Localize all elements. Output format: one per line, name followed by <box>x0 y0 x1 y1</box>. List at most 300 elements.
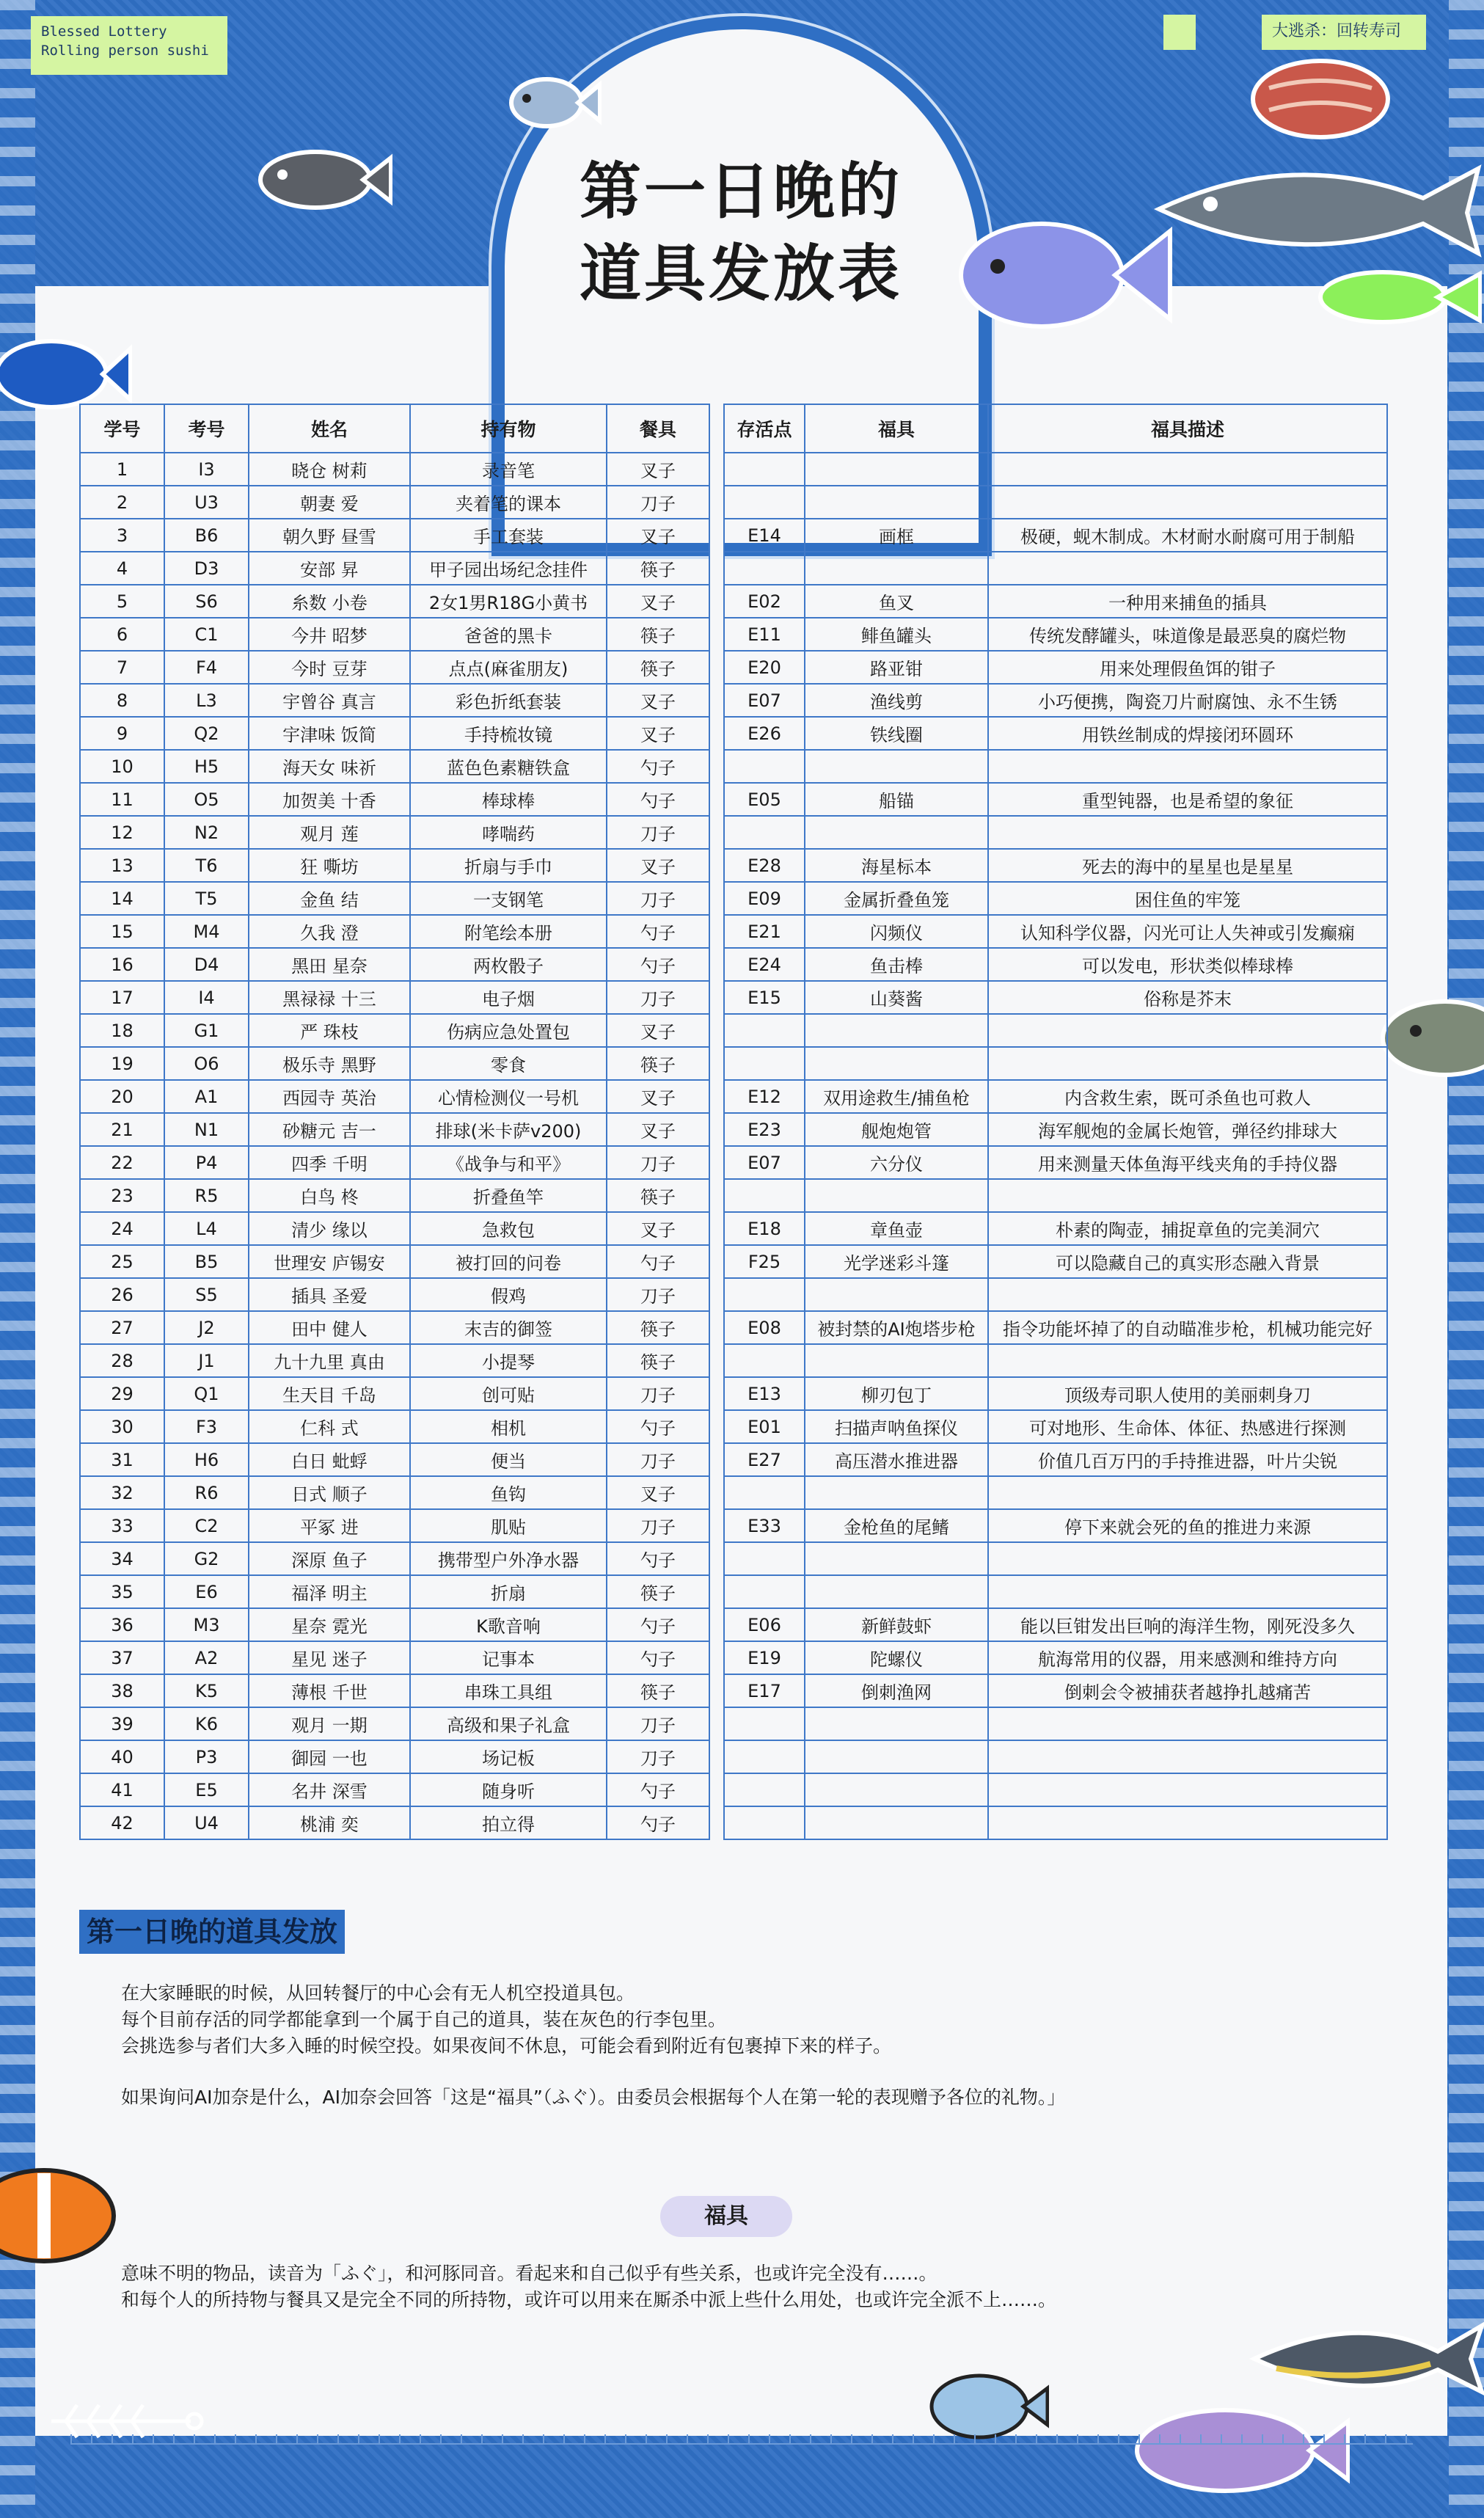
table-cell: 爸爸的黑卡 <box>410 618 607 651</box>
table-cell: G2 <box>164 1542 249 1575</box>
table-cell: 重型钝器，也是希望的象征 <box>988 783 1387 816</box>
table-cell: E28 <box>724 849 805 882</box>
column-gap <box>709 1410 724 1443</box>
table-cell: 13 <box>80 849 164 882</box>
table-cell: 仁科 式 <box>249 1410 410 1443</box>
fish-sticker-dark <box>253 139 392 220</box>
table-cell <box>988 1773 1387 1806</box>
table-cell: 叉子 <box>607 1080 709 1113</box>
table-cell: 刀子 <box>607 486 709 519</box>
table-cell: 可对地形、生命体、体征、热感进行探测 <box>988 1410 1387 1443</box>
table-cell: 六分仪 <box>805 1146 988 1179</box>
blue-fish-sticker <box>954 209 1174 341</box>
table-cell: P3 <box>164 1740 249 1773</box>
column-gap <box>709 816 724 849</box>
table-cell: 20 <box>80 1080 164 1113</box>
table-row <box>80 1080 1387 1113</box>
table-cell: 23 <box>80 1179 164 1212</box>
table-cell: 棒球棒 <box>410 783 607 816</box>
column-gap <box>709 849 724 882</box>
table-row <box>80 915 1387 948</box>
table-cell <box>805 1542 988 1575</box>
table-cell: R6 <box>164 1476 249 1509</box>
table-cell: 双用途救生/捕鱼枪 <box>805 1080 988 1113</box>
table-cell: 蓝色色素糖铁盒 <box>410 750 607 783</box>
table-cell: 俗称是芥末 <box>988 981 1387 1014</box>
table-cell: A1 <box>164 1080 249 1113</box>
table-cell: 今井 昭梦 <box>249 618 410 651</box>
column-gap <box>709 1113 724 1146</box>
table-cell: 31 <box>80 1443 164 1476</box>
table-cell: 金属折叠鱼笼 <box>805 882 988 915</box>
table-cell: 深原 鱼子 <box>249 1542 410 1575</box>
table-cell <box>724 1773 805 1806</box>
table-cell: 糸数 小卷 <box>249 585 410 618</box>
table-cell <box>805 1014 988 1047</box>
table-cell: B5 <box>164 1245 249 1278</box>
table-cell: 名井 深雪 <box>249 1773 410 1806</box>
table-cell: 清少 缘以 <box>249 1212 410 1245</box>
table-cell: 叉子 <box>607 684 709 717</box>
table-cell: 筷子 <box>607 1047 709 1080</box>
table-cell: 11 <box>80 783 164 816</box>
table-cell <box>988 1806 1387 1839</box>
table-cell: 死去的海中的星星也是星星 <box>988 849 1387 882</box>
table-cell: 插具 圣爱 <box>249 1278 410 1311</box>
table-cell <box>724 486 805 519</box>
table-row <box>80 519 1387 552</box>
table-cell: C1 <box>164 618 249 651</box>
section-paragraph-2: 每个目前存活的同学都能拿到一个属于自己的道具，装在灰色的行李包里。 <box>121 2009 727 2030</box>
table-cell: 内含救生索，既可杀鱼也可救人 <box>988 1080 1387 1113</box>
column-gap <box>709 1476 724 1509</box>
table-row <box>80 1047 1387 1080</box>
table-cell <box>805 1278 988 1311</box>
table-cell: 朝妻 爱 <box>249 486 410 519</box>
table-cell: 生天目 千岛 <box>249 1377 410 1410</box>
table-row <box>80 585 1387 618</box>
column-gap <box>709 783 724 816</box>
table-row <box>80 1014 1387 1047</box>
table-cell: E11 <box>724 618 805 651</box>
table-cell: 6 <box>80 618 164 651</box>
table-cell: 28 <box>80 1344 164 1377</box>
table-cell: 16 <box>80 948 164 981</box>
table-cell: 新鲜鼓虾 <box>805 1608 988 1641</box>
table-cell: 35 <box>80 1575 164 1608</box>
table-cell: 夹着笔的课本 <box>410 486 607 519</box>
table-cell: 折扇与手巾 <box>410 849 607 882</box>
table-row <box>80 1542 1387 1575</box>
table-cell: E23 <box>724 1113 805 1146</box>
table-cell: 勺子 <box>607 1608 709 1641</box>
table-cell: 折扇 <box>410 1575 607 1608</box>
table-cell: 星见 迷子 <box>249 1641 410 1674</box>
table-cell: 勺子 <box>607 1806 709 1839</box>
purple-fish-sticker <box>1130 2399 1350 2502</box>
table-cell: 薄根 千世 <box>249 1674 410 1707</box>
table-cell: N1 <box>164 1113 249 1146</box>
table-cell <box>805 1047 988 1080</box>
table-cell: 筷子 <box>607 1344 709 1377</box>
table-cell <box>724 453 805 486</box>
table-cell <box>805 1740 988 1773</box>
table-cell: 安部 昇 <box>249 552 410 585</box>
green-fish-sticker <box>1313 260 1482 334</box>
column-gap <box>709 651 724 684</box>
table-cell: 停下来就会死的鱼的推进力来源 <box>988 1509 1387 1542</box>
table-cell: H6 <box>164 1443 249 1476</box>
table-cell: 刀子 <box>607 1707 709 1740</box>
table-cell <box>724 816 805 849</box>
table-cell: 刀子 <box>607 1278 709 1311</box>
table-cell <box>724 1344 805 1377</box>
table-cell: 记事本 <box>410 1641 607 1674</box>
table-cell <box>988 552 1387 585</box>
table-cell: G1 <box>164 1014 249 1047</box>
table-cell: L3 <box>164 684 249 717</box>
table-cell: 久我 澄 <box>249 915 410 948</box>
table-row <box>80 1806 1387 1839</box>
table-cell: 金枪鱼的尾鳍 <box>805 1509 988 1542</box>
mackerel-sticker <box>1144 154 1482 264</box>
table-cell: I3 <box>164 453 249 486</box>
table-cell: 25 <box>80 1245 164 1278</box>
section-paragraph-4: 如果询问AI加奈是什么，AI加奈会回答「这是“福具”（ふぐ）。由委员会根据每个人在第一轮的表现赠予各位的礼物。」 <box>121 2087 1066 2108</box>
table-cell: 携带型户外净水器 <box>410 1542 607 1575</box>
fugu-paragraph-2: 和每个人的所持物与餐具又是完全不同的所持物，或许可以用来在厮杀中派上些什么用处，也或许完全派不上……。 <box>121 2289 1057 2310</box>
table-row <box>80 1740 1387 1773</box>
table-cell: 西园寺 英治 <box>249 1080 410 1113</box>
table-cell: 九十九里 真由 <box>249 1344 410 1377</box>
table-cell: 一种用来捕鱼的插具 <box>988 585 1387 618</box>
table-cell: 便当 <box>410 1443 607 1476</box>
table-cell: 黑田 星奈 <box>249 948 410 981</box>
table-cell: 叉子 <box>607 1014 709 1047</box>
table-cell: 刀子 <box>607 1443 709 1476</box>
table-cell <box>988 1740 1387 1773</box>
table-cell: E08 <box>724 1311 805 1344</box>
table-row <box>80 1311 1387 1344</box>
column-gap <box>709 1245 724 1278</box>
table-cell: 伤病应急处置包 <box>410 1014 607 1047</box>
table-cell: 拍立得 <box>410 1806 607 1839</box>
table-cell <box>988 1014 1387 1047</box>
table-cell: J2 <box>164 1311 249 1344</box>
table-cell <box>805 1179 988 1212</box>
column-gap <box>709 717 724 750</box>
table-row <box>80 750 1387 783</box>
column-gap <box>709 1212 724 1245</box>
table-cell: 白日 蚍蜉 <box>249 1443 410 1476</box>
table-cell: 朴素的陶壶，捕捉章鱼的完美洞穴 <box>988 1212 1387 1245</box>
table-cell: 田中 健人 <box>249 1311 410 1344</box>
table-cell: 勺子 <box>607 750 709 783</box>
table-cell <box>805 1476 988 1509</box>
table-cell: O6 <box>164 1047 249 1080</box>
table-cell: M4 <box>164 915 249 948</box>
column-gap <box>709 486 724 519</box>
table-row <box>80 1707 1387 1740</box>
table-row <box>80 1674 1387 1707</box>
column-header: 学号 <box>80 404 164 453</box>
table-cell: 筷子 <box>607 618 709 651</box>
column-gap <box>709 1179 724 1212</box>
table-cell: 5 <box>80 585 164 618</box>
table-header-row <box>80 404 1387 453</box>
table-cell: 黑禄禄 十三 <box>249 981 410 1014</box>
table-cell: 桃浦 奕 <box>249 1806 410 1839</box>
table-cell: 刀子 <box>607 1146 709 1179</box>
fugu-label: 福具 <box>660 2196 792 2237</box>
table-cell: 折叠鱼竿 <box>410 1179 607 1212</box>
table-cell: 手持梳妆镜 <box>410 717 607 750</box>
salmon-sticker <box>1247 51 1394 147</box>
column-gap <box>709 585 724 618</box>
table-cell: 极硬，蚬木制成。木材耐水耐腐可用于制船 <box>988 519 1387 552</box>
table-cell: 36 <box>80 1608 164 1641</box>
column-gap <box>709 882 724 915</box>
table-cell: 章鱼壶 <box>805 1212 988 1245</box>
table-cell: 叉子 <box>607 717 709 750</box>
table-cell <box>805 1707 988 1740</box>
table-cell: E02 <box>724 585 805 618</box>
table-cell <box>724 1179 805 1212</box>
table-cell: 画框 <box>805 519 988 552</box>
ruler-line <box>70 2443 1413 2445</box>
table-cell: Q2 <box>164 717 249 750</box>
table-cell: 37 <box>80 1641 164 1674</box>
table-cell: 4 <box>80 552 164 585</box>
table-cell: 日式 顺子 <box>249 1476 410 1509</box>
table-cell <box>724 1740 805 1773</box>
table-cell: 被打回的问卷 <box>410 1245 607 1278</box>
table-cell <box>724 1806 805 1839</box>
table-cell: 22 <box>80 1146 164 1179</box>
table-row <box>80 552 1387 585</box>
column-gap <box>709 1575 724 1608</box>
table-cell <box>724 1707 805 1740</box>
section-paragraph-3: 会挑选参与者们大多入睡的时候空投。如果夜间不休息，可能会看到附近有包裹掉下来的样子。 <box>121 2035 892 2057</box>
table-cell: 手工套装 <box>410 519 607 552</box>
table-cell: 传统发酵罐头，味道像是最恶臭的腐烂物 <box>988 618 1387 651</box>
column-gap <box>709 1542 724 1575</box>
column-gap <box>709 519 724 552</box>
table-cell: E24 <box>724 948 805 981</box>
table-cell: 狂 嘶坊 <box>249 849 410 882</box>
table-cell: 高级和果子礼盒 <box>410 1707 607 1740</box>
tuna-sticker <box>1247 2311 1484 2406</box>
table-row <box>80 1212 1387 1245</box>
table-cell <box>988 1476 1387 1509</box>
column-gap <box>709 1773 724 1806</box>
brand-tag-line1: Blessed Lottery <box>41 23 167 40</box>
table-cell: 心情检测仪一号机 <box>410 1080 607 1113</box>
column-gap <box>709 915 724 948</box>
column-header: 福具 <box>805 404 988 453</box>
table-cell: 柳刃包丁 <box>805 1377 988 1410</box>
column-gap <box>709 1443 724 1476</box>
table-cell: I4 <box>164 981 249 1014</box>
tag-square <box>1163 15 1196 50</box>
table-cell: 2 <box>80 486 164 519</box>
brand-tag-line2: Rolling person sushi <box>41 43 209 59</box>
table-cell: 极乐寺 黑野 <box>249 1047 410 1080</box>
table-row <box>80 453 1387 486</box>
table-cell: H5 <box>164 750 249 783</box>
column-gap <box>709 1674 724 1707</box>
table-cell: P4 <box>164 1146 249 1179</box>
table-cell: E17 <box>724 1674 805 1707</box>
table-cell <box>988 1707 1387 1740</box>
table-cell: 勺子 <box>607 1773 709 1806</box>
table-cell: 相机 <box>410 1410 607 1443</box>
table-cell: E01 <box>724 1410 805 1443</box>
table-cell: E5 <box>164 1773 249 1806</box>
table-cell: F3 <box>164 1410 249 1443</box>
table-cell: 白鸟 柊 <box>249 1179 410 1212</box>
table-cell: D4 <box>164 948 249 981</box>
table-cell: 光学迷彩斗篷 <box>805 1245 988 1278</box>
column-gap <box>709 684 724 717</box>
table-row <box>80 1377 1387 1410</box>
table-cell: 12 <box>80 816 164 849</box>
page-title <box>513 150 968 315</box>
table-cell: E09 <box>724 882 805 915</box>
table-cell: 加贺美 十香 <box>249 783 410 816</box>
table-cell: 急救包 <box>410 1212 607 1245</box>
table-cell <box>724 552 805 585</box>
table-row <box>80 1179 1387 1212</box>
table-cell <box>805 1773 988 1806</box>
table-cell: E05 <box>724 783 805 816</box>
table-cell: 电子烟 <box>410 981 607 1014</box>
table-cell: 勺子 <box>607 1410 709 1443</box>
column-gap <box>709 1641 724 1674</box>
table-cell: N2 <box>164 816 249 849</box>
table-cell: 海星标本 <box>805 849 988 882</box>
table-row <box>80 816 1387 849</box>
table-cell: 小巧便携，陶瓷刀片耐腐蚀、永不生锈 <box>988 684 1387 717</box>
table-cell: Q1 <box>164 1377 249 1410</box>
table-cell: 附笔绘本册 <box>410 915 607 948</box>
table-cell: 金鱼 结 <box>249 882 410 915</box>
table-cell: 宇津味 饭简 <box>249 717 410 750</box>
item-distribution-table <box>79 404 1388 1840</box>
table-cell: E18 <box>724 1212 805 1245</box>
table-row <box>80 1476 1387 1509</box>
table-cell: 筷子 <box>607 1575 709 1608</box>
section-paragraph-1: 在大家睡眠的时候，从回转餐厅的中心会有无人机空投道具包。 <box>121 1982 635 2004</box>
table-cell: 点点(麻雀朋友) <box>410 651 607 684</box>
table-cell: U3 <box>164 486 249 519</box>
column-gap <box>709 1014 724 1047</box>
table-cell: E33 <box>724 1509 805 1542</box>
table-cell <box>724 1014 805 1047</box>
table-cell: 刀子 <box>607 981 709 1014</box>
table-cell: 肌贴 <box>410 1509 607 1542</box>
table-cell: E19 <box>724 1641 805 1674</box>
table-cell: 陀螺仪 <box>805 1641 988 1674</box>
table-cell: 鱼钩 <box>410 1476 607 1509</box>
table-cell: 零食 <box>410 1047 607 1080</box>
table-cell: K歌音响 <box>410 1608 607 1641</box>
table-cell: 40 <box>80 1740 164 1773</box>
table-cell: 价值几百万円的手持推进器，叶片尖锐 <box>988 1443 1387 1476</box>
table-row <box>80 1641 1387 1674</box>
table-cell: 叉子 <box>607 1113 709 1146</box>
table-cell <box>988 1179 1387 1212</box>
table-cell: 可以发电，形状类似棒球棒 <box>988 948 1387 981</box>
table-cell: 严 珠枝 <box>249 1014 410 1047</box>
table-cell: 创可贴 <box>410 1377 607 1410</box>
table-cell: E15 <box>724 981 805 1014</box>
column-gap <box>709 618 724 651</box>
table-cell: E07 <box>724 684 805 717</box>
table-cell: E21 <box>724 915 805 948</box>
table-row <box>80 1410 1387 1443</box>
table-cell: 铁线圈 <box>805 717 988 750</box>
table-cell: B6 <box>164 519 249 552</box>
column-gap <box>709 1344 724 1377</box>
column-gap <box>709 948 724 981</box>
table-cell: 勺子 <box>607 948 709 981</box>
column-gap <box>709 1740 724 1773</box>
section-heading: 第一日晚的道具发放 <box>79 1910 345 1954</box>
table-cell: 3 <box>80 519 164 552</box>
table-cell: E6 <box>164 1575 249 1608</box>
table-cell <box>805 1575 988 1608</box>
table-cell <box>988 816 1387 849</box>
column-gap <box>709 404 724 453</box>
table-cell: 42 <box>80 1806 164 1839</box>
table-row <box>80 1773 1387 1806</box>
table-cell: 叉子 <box>607 1212 709 1245</box>
table-cell: 刀子 <box>607 816 709 849</box>
table-cell: 可以隐藏自己的真实形态融入背景 <box>988 1245 1387 1278</box>
table-row <box>80 486 1387 519</box>
table-cell: 一支钢笔 <box>410 882 607 915</box>
table-cell: 随身听 <box>410 1773 607 1806</box>
table-cell: 渔线剪 <box>805 684 988 717</box>
column-gap <box>709 1806 724 1839</box>
table-cell: 刀子 <box>607 882 709 915</box>
right-border-pattern <box>1449 0 1484 2518</box>
table-cell: K5 <box>164 1674 249 1707</box>
table-row <box>80 882 1387 915</box>
column-gap <box>709 1509 724 1542</box>
table-row <box>80 1509 1387 1542</box>
table-row <box>80 684 1387 717</box>
table-row <box>80 1575 1387 1608</box>
column-header: 福具描述 <box>988 404 1387 453</box>
table-cell: J1 <box>164 1344 249 1377</box>
table-cell: 困住鱼的牢笼 <box>988 882 1387 915</box>
column-gap <box>709 1707 724 1740</box>
table-cell: 27 <box>80 1311 164 1344</box>
table-cell: 海军舰炮的金属长炮管，弹径约排球大 <box>988 1113 1387 1146</box>
table-cell: 9 <box>80 717 164 750</box>
table-cell: F4 <box>164 651 249 684</box>
table-cell: 用来测量天体鱼海平线夹角的手持仪器 <box>988 1146 1387 1179</box>
table-cell: 两枚骰子 <box>410 948 607 981</box>
table-cell: 叉子 <box>607 585 709 618</box>
table-cell: 勺子 <box>607 1245 709 1278</box>
table-cell: 筷子 <box>607 552 709 585</box>
column-header: 持有物 <box>410 404 607 453</box>
brand-tag <box>31 16 227 75</box>
table-cell <box>724 1476 805 1509</box>
